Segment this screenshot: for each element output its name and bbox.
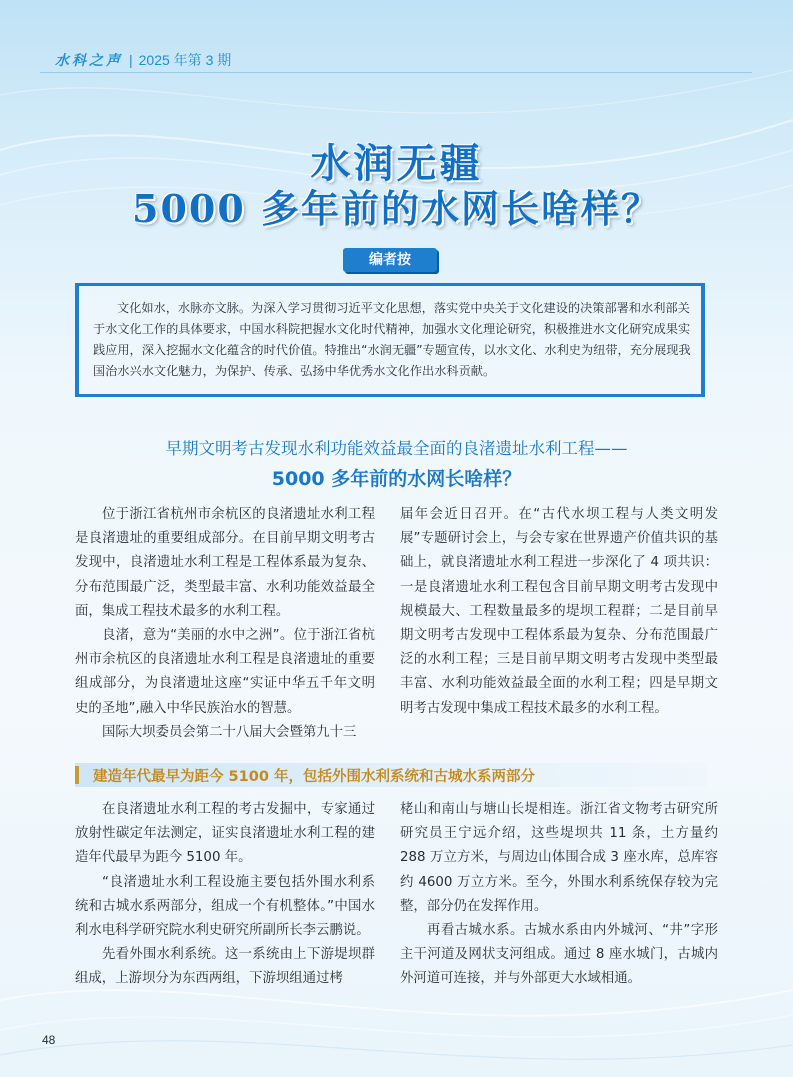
running-header (55, 50, 231, 70)
body-column-3 (75, 798, 375, 992)
paragraph: 良渚，意为“美丽的水中之洲”。位于浙江省杭州市余杭区的良渚遗址水利工程是良渚遗址的重要组成部分，为良渚遗址这座“实证中华五千年文明史的圣地”,融入中华民族治水的智慧。 (75, 628, 375, 716)
header-separator: | (129, 52, 133, 68)
body-column-4 (400, 798, 718, 992)
article-subtitle: 早期文明考古发现水利功能效益最全面的良渚遗址水利工程—— (165, 439, 628, 458)
header-divider (40, 72, 752, 73)
editor-note-text: 文化如水，水脉亦文脉。为深入学习贯彻习近平文化思想，落实党中央关于文化建设的决策部署和水利部关于水文化工作的具体要求，中国水科院把握水文化时代精神，加强水文化理论研究，积极推进水文化研究成果实践应用，深入挖掘水文化蕴含的时代价值。特推出“水润无疆”专题宣传，以水文化、水利史为纽带，充分展现我国治水兴水文化魅力，为保护、传承、弘扬中华优秀水文化作出水科贡献。 (93, 301, 691, 378)
title-line-1: 水润无疆 (310, 140, 483, 187)
editor-note-label: 编者按 (343, 248, 437, 272)
paragraph: 再看古城水系。古城水系由内外城河、“井”字形主干河道及网状支河组成。通过 8 座水城门，古城内外河道可连接，并与外部更大水域相通。 (400, 923, 718, 987)
paragraph: “良渚遗址水利工程设施主要包括外围水利系统和古城水系两部分，组成一个有机整体。”中国水利水电科学研究院水利史研究所副所长李云鹏说。 (75, 874, 375, 939)
paragraph: 国际大坝委员会第二十八届大会暨第九十三 (102, 724, 357, 740)
section-heading: 建造年代最早为距今 5100 年，包括外围水利系统和古城水系两部分 (93, 769, 535, 785)
title-line-2: 5000 多年前的水网长啥样？ (132, 186, 661, 231)
paragraph: 栳山和南山与塘山长堤相连。浙江省文物考古研究所研究员王宁远介绍，这些堤坝共 11 条，土方量约 288 万立方米，与周边山体围合成 3 座水库，总库容约 4600 万立方米。至今，外围水利系统保存较为完整，部分仍在发挥作用。 (400, 802, 718, 914)
issue-label: 2025 年第 3 期 (138, 52, 232, 68)
section-marker (75, 766, 79, 784)
body-column-2 (400, 503, 718, 721)
magazine-name: 水科之声 (55, 52, 123, 68)
section-heading-bar (75, 763, 707, 787)
paragraph: 届年会近日召开。在“古代水坝工程与人类文明发展”专题研讨会上，与会专家在世界遗产价值共识的基础上，就良渚遗址水利工程进一步深化了 4 项共识：一是良渚遗址水利工程包含目前早期文明考古发现中规模最大、工程数量最多的堤坝工程群；二是目前早期文明考古发现中工程体系最为复杂、分布范围最广泛的水利工程；三是目前早期文明考古发现中类型最丰富、水利功能效益最全面的水利工程；四是早期文明考古发现中集成工程技术最多的水利工程。 (400, 507, 718, 716)
paragraph: 先看外围水利系统。这一系统由上下游堤坝群组成，上游坝分为东西两组，下游坝组通过栲 (75, 947, 375, 987)
paragraph: 在良渚遗址水利工程的考古发掘中，专家通过放射性碳定年法测定，证实良渚遗址水利工程的建造年代最早为距今 5100 年。 (75, 802, 375, 866)
page-number: 48 (42, 1033, 56, 1047)
paragraph: 位于浙江省杭州市余杭区的良渚遗址水利工程是良渚遗址的重要组成部分。在目前早期文明考古发现中，良渚遗址水利工程是工程体系最为复杂、分布范围最广泛，类型最丰富、水利功能效益最全面，集成工程技术最多的水利工程。 (75, 507, 375, 619)
article-headline: 5000 多年前的水网长啥样？ (271, 468, 522, 490)
body-column-1 (75, 503, 375, 745)
editor-note-box (75, 283, 705, 397)
